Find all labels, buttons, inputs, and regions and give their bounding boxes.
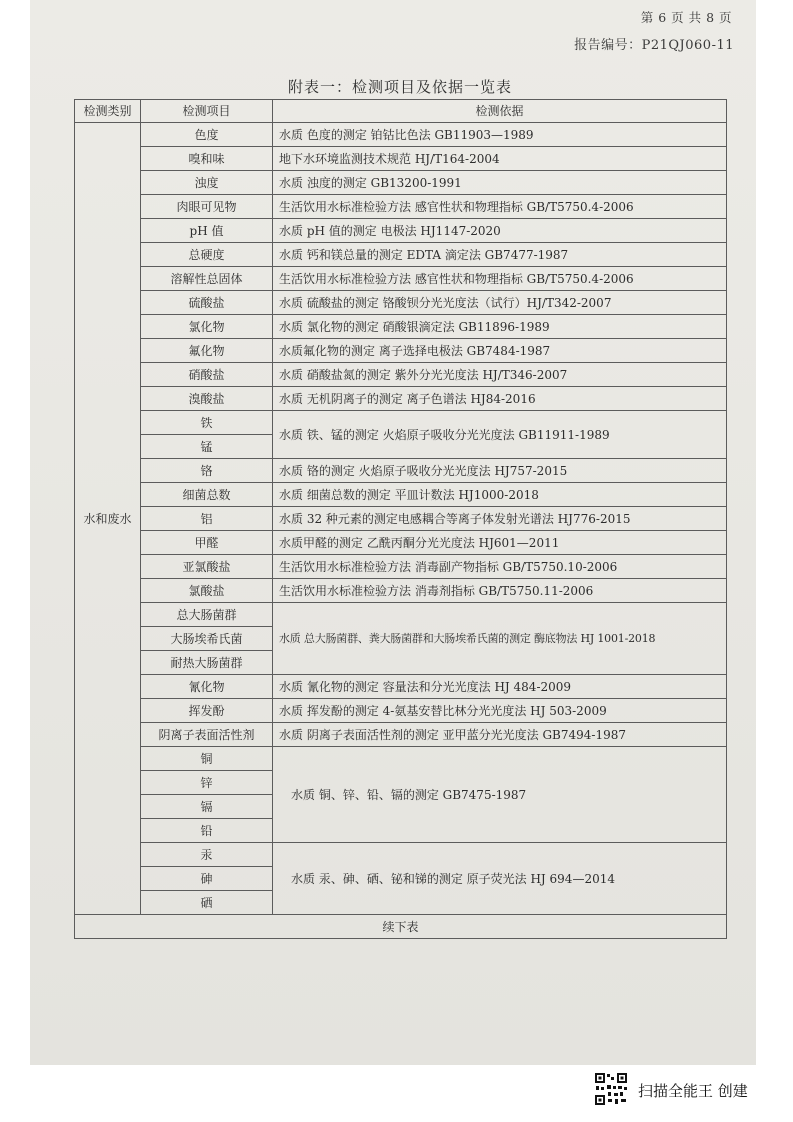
basis-cell: 水质 色度的测定 铂钴比色法 GB11903—1989: [273, 123, 727, 147]
item-cell: 铜: [141, 747, 273, 771]
table-row: [75, 267, 727, 291]
column-header-basis: 检测依据: [273, 100, 727, 123]
basis-cell: 水质 细菌总数的测定 平皿计数法 HJ1000-2018: [273, 483, 727, 507]
detection-items-table: [74, 99, 727, 939]
item-cell: 色度: [141, 123, 273, 147]
item-cell: 锰: [141, 435, 273, 459]
table-row: [75, 411, 727, 435]
item-cell: 亚氯酸盐: [141, 555, 273, 579]
basis-cell: 生活饮用水标准检验方法 感官性状和物理指标 GB/T5750.4-2006: [273, 195, 727, 219]
table-row: [75, 387, 727, 411]
report-number: 报告编号：P21QJ060-11: [574, 38, 734, 53]
scanner-label: 扫描全能王 创建: [638, 1082, 748, 1100]
table-row: [75, 195, 727, 219]
table-row: [75, 507, 727, 531]
item-cell: 肉眼可见物: [141, 195, 273, 219]
continued-note: 续下表: [75, 915, 727, 939]
column-header-category: 检测类别: [75, 100, 141, 123]
table-row: [75, 123, 727, 147]
item-cell: 铬: [141, 459, 273, 483]
basis-cell: 水质 挥发酚的测定 4-氨基安替比林分光光度法 HJ 503-2009: [273, 699, 727, 723]
basis-cell: 水质甲醛的测定 乙酰丙酮分光光度法 HJ601—2011: [273, 531, 727, 555]
basis-cell: 地下水环境监测技术规范 HJ/T164-2004: [273, 147, 727, 171]
basis-cell: 水质 无机阴离子的测定 离子色谱法 HJ84-2016: [273, 387, 727, 411]
item-cell: 砷: [141, 867, 273, 891]
basis-cell: 水质 汞、砷、硒、铋和锑的测定 原子荧光法 HJ 694—2014: [273, 843, 727, 915]
basis-cell: 水质 氯化物的测定 硝酸银滴定法 GB11896-1989: [273, 315, 727, 339]
table-row: [75, 747, 727, 771]
table-header-row: [75, 100, 727, 123]
table-row: [75, 483, 727, 507]
table-row: [75, 555, 727, 579]
item-cell: 汞: [141, 843, 273, 867]
basis-cell: 水质 铬的测定 火焰原子吸收分光光度法 HJ757-2015: [273, 459, 727, 483]
item-cell: 氯酸盐: [141, 579, 273, 603]
item-cell: 大肠埃希氏菌: [141, 627, 273, 651]
basis-cell: 水质 硝酸盐氮的测定 紫外分光光度法 HJ/T346-2007: [273, 363, 727, 387]
basis-cell: 水质 pH 值的测定 电极法 HJ1147-2020: [273, 219, 727, 243]
item-cell: 溶解性总固体: [141, 267, 273, 291]
item-cell: 铁: [141, 411, 273, 435]
item-cell: 甲醛: [141, 531, 273, 555]
item-cell: 总硬度: [141, 243, 273, 267]
table-row: [75, 147, 727, 171]
item-cell: 阴离子表面活性剂: [141, 723, 273, 747]
table-row: [75, 579, 727, 603]
item-cell: 硫酸盐: [141, 291, 273, 315]
table-row: [75, 171, 727, 195]
table-row: [75, 603, 727, 627]
table-title: 附表一：检测项目及依据一览表: [287, 78, 512, 96]
item-cell: 铅: [141, 819, 273, 843]
table-row: [75, 315, 727, 339]
basis-cell: 水质 浊度的测定 GB13200-1991: [273, 171, 727, 195]
basis-cell: 生活饮用水标准检验方法 消毒副产物指标 GB/T5750.10-2006: [273, 555, 727, 579]
basis-cell: 水质氟化物的测定 离子选择电极法 GB7484-1987: [273, 339, 727, 363]
table-row: [75, 675, 727, 699]
basis-cell: 水质 铁、锰的测定 火焰原子吸收分光光度法 GB11911-1989: [273, 411, 727, 459]
basis-cell: 水质 阴离子表面活性剂的测定 亚甲蓝分光光度法 GB7494-1987: [273, 723, 727, 747]
item-cell: 氯化物: [141, 315, 273, 339]
category-cell: 水和废水: [75, 123, 141, 915]
item-cell: 耐热大肠菌群: [141, 651, 273, 675]
item-cell: 硝酸盐: [141, 363, 273, 387]
item-cell: pH 值: [141, 219, 273, 243]
basis-cell: 水质 硫酸盐的测定 铬酸钡分光光度法（试行）HJ/T342-2007: [273, 291, 727, 315]
basis-cell: 水质 32 种元素的测定电感耦合等离子体发射光谱法 HJ776-2015: [273, 507, 727, 531]
basis-cell: 水质 钙和镁总量的测定 EDTA 滴定法 GB7477-1987: [273, 243, 727, 267]
item-cell: 镉: [141, 795, 273, 819]
item-cell: 浊度: [141, 171, 273, 195]
table-row: [75, 219, 727, 243]
item-cell: 硒: [141, 891, 273, 915]
item-cell: 氰化物: [141, 675, 273, 699]
table-continued-row: [75, 915, 727, 939]
column-header-item: 检测项目: [141, 100, 273, 123]
item-cell: 嗅和味: [141, 147, 273, 171]
item-cell: 挥发酚: [141, 699, 273, 723]
table-row: [75, 291, 727, 315]
table-row: [75, 339, 727, 363]
basis-cell: 生活饮用水标准检验方法 感官性状和物理指标 GB/T5750.4-2006: [273, 267, 727, 291]
item-cell: 总大肠菌群: [141, 603, 273, 627]
qr-code-icon: [594, 1072, 628, 1106]
table-row: [75, 699, 727, 723]
table-row: [75, 723, 727, 747]
table-row: [75, 459, 727, 483]
table-row: [75, 243, 727, 267]
item-cell: 氟化物: [141, 339, 273, 363]
basis-cell: 水质 总大肠菌群、粪大肠菌群和大肠埃希氏菌的测定 酶底物法 HJ 1001-2018: [273, 603, 727, 675]
item-cell: 锌: [141, 771, 273, 795]
table-row: [75, 531, 727, 555]
item-cell: 细菌总数: [141, 483, 273, 507]
scanner-watermark: [594, 1072, 774, 1112]
table-row: [75, 843, 727, 867]
basis-cell: 生活饮用水标准检验方法 消毒剂指标 GB/T5750.11-2006: [273, 579, 727, 603]
table-row: [75, 363, 727, 387]
item-cell: 溴酸盐: [141, 387, 273, 411]
page-number: 第 6 页 共 8 页: [640, 10, 732, 25]
item-cell: 铝: [141, 507, 273, 531]
basis-cell: 水质 铜、锌、铅、镉的测定 GB7475-1987: [273, 747, 727, 843]
basis-cell: 水质 氰化物的测定 容量法和分光光度法 HJ 484-2009: [273, 675, 727, 699]
